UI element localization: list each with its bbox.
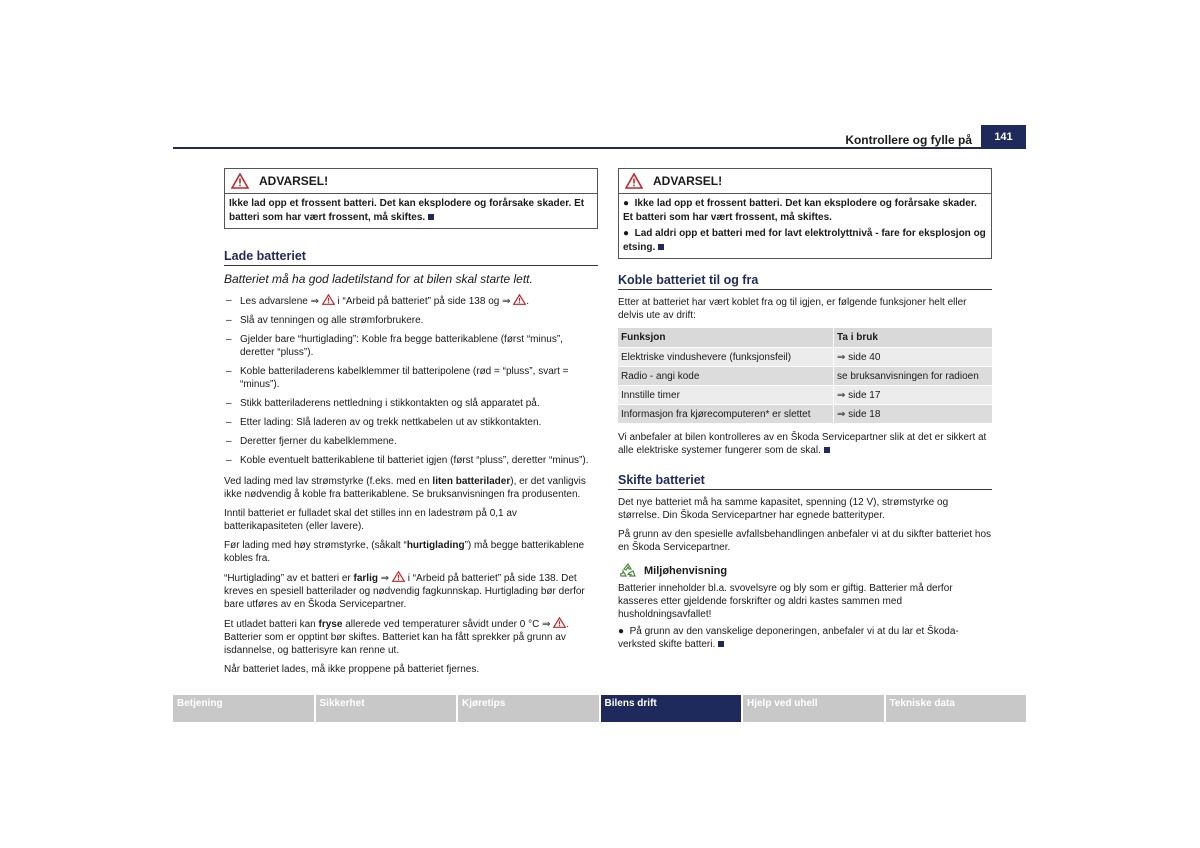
tab-sikkerhet[interactable]: Sikkerhet bbox=[316, 695, 457, 722]
warning-triangle-icon bbox=[553, 617, 566, 628]
step-text: Etter lading: Slå laderen av og trekk nettkabelen ut av stikkontakten. bbox=[240, 417, 542, 428]
recycling-icon bbox=[618, 562, 638, 580]
warning-text-content: Ikke lad opp et frossent batteri. Det kan eksplodere og forårsake skader. Et batteri som har vært frossent, må skiftes. bbox=[229, 198, 585, 223]
paragraph: Inntil batteriet er fulladet skal det stilles inn en ladestrøm på 0,1 av batterikapasiteten (eller lavere). bbox=[224, 508, 517, 532]
warning-triangle-icon bbox=[322, 294, 335, 305]
end-square-icon bbox=[718, 641, 724, 647]
paragraph: Det nye batteriet må ha samme kapasitet, spenning (12 V), strømstyrke og størrelse. Din Škoda Servicepartner har egnede batterityper. bbox=[618, 497, 949, 521]
warning-triangle-icon bbox=[392, 571, 405, 582]
function-table bbox=[618, 328, 992, 424]
list-item: – Koble batteriladerens kabelklemmer til batteripolene (rød = “pluss”, svart = “minus”). bbox=[226, 366, 569, 390]
list-item: – Deretter fjerner du kabelklemmene. bbox=[226, 436, 397, 447]
paragraph: ● På grunn av den vanskelige deponeringen, anbefaler vi at du lar et Škoda-verksted skifte batteri. bbox=[618, 626, 959, 650]
warning-triangle-icon bbox=[231, 173, 249, 189]
left-column bbox=[224, 168, 598, 682]
paragraph: Et utladet batteri kan fryse allerede ved temperaturer såvidt under 0 °C ⇒ . Batterier som er opptint bør skiftes. Batteriet kan ha fått sprekker på grunn av isdannelse, og batterisyre kan renne ut. bbox=[224, 619, 570, 656]
list-item: – Slå av tenningen og alle strømforbrukere. bbox=[226, 315, 424, 326]
table-cell: Radio - angi kode bbox=[618, 367, 834, 386]
paragraph: Før lading med høy strømstyrke, (såkalt “hurtiglading”) må begge batterikablene kobles fra. bbox=[224, 540, 585, 564]
step-text: i “Arbeid på batteriet” på side 138 og ⇒ bbox=[337, 296, 511, 307]
list-item: – Stikk batteriladerens nettledning i stikkontakten og slå apparatet på. bbox=[226, 398, 540, 409]
section-title: Koble batteriet til og fra bbox=[618, 273, 992, 290]
table-cell: Elektriske vindushevere (funksjonsfeil) bbox=[618, 348, 834, 367]
right-column bbox=[618, 168, 992, 657]
end-square-icon bbox=[824, 447, 830, 453]
step-text: Koble batteriladerens kabelklemmer til batteripolene (rød = “pluss”, svart = “minus”). bbox=[240, 366, 569, 390]
warning-title: ADVARSEL! bbox=[259, 174, 329, 188]
warning-bullet: ● Lad aldri opp et batteri med for lavt elektrolyttnivå - fare for eksplosjon og etsing. bbox=[623, 228, 986, 253]
end-square-icon bbox=[658, 244, 664, 250]
tab-bilens-drift[interactable]: Bilens drift bbox=[601, 695, 742, 722]
list-item: – Les advarslene ⇒ i “Arbeid på batteriet” på side 138 og ⇒ . bbox=[226, 295, 530, 307]
step-text: Koble eventuelt batterikablene til batteriet igjen (først “pluss”, deretter “minus”). bbox=[240, 455, 589, 466]
section-header-title: Kontrollere og fylle på bbox=[845, 133, 972, 147]
table-header: Funksjon bbox=[618, 328, 834, 348]
warning-text bbox=[225, 194, 597, 228]
list-item: – Gjelder bare “hurtiglading”: Koble fra begge batterikablene (først “minus”, deretter “pluss”). bbox=[226, 334, 563, 358]
step-text: Les advarslene ⇒ bbox=[240, 296, 319, 307]
step-list bbox=[224, 294, 598, 467]
table-row bbox=[618, 367, 992, 386]
warning-title: ADVARSEL! bbox=[653, 174, 723, 188]
table-cell: Innstille timer bbox=[618, 386, 834, 405]
table-row bbox=[618, 386, 992, 405]
tab-betjening[interactable]: Betjening bbox=[173, 695, 314, 722]
warning-triangle-icon bbox=[625, 173, 643, 189]
warning-box bbox=[224, 168, 598, 229]
table-header: Ta i bruk bbox=[834, 328, 993, 348]
tab-hjelp-ved-uhell[interactable]: Hjelp ved uhell bbox=[743, 695, 884, 722]
lead-text: Batteriet må ha god ladetilstand for at bilen skal starte lett. bbox=[224, 272, 533, 286]
header-rule bbox=[173, 147, 1026, 149]
warning-header bbox=[619, 169, 991, 194]
paragraph: Vi anbefaler at bilen kontrolleres av en Škoda Servicepartner slik at det er sikkert at alle elektriske systemer fungerer som de skal. bbox=[618, 432, 987, 456]
table-row bbox=[618, 348, 992, 367]
warning-box bbox=[618, 168, 992, 259]
paragraph: Batterier inneholder bl.a. svovelsyre og bly som er giftig. Batterier må derfor kasseres etter gjeldende forskrifter og aldri kastes sammen med husholdningsavfallet! bbox=[618, 583, 953, 620]
table-cell: Informasjon fra kjørecomputeren* er slettet bbox=[618, 405, 834, 424]
warning-text bbox=[619, 194, 991, 258]
step-text: Deretter fjerner du kabelklemmene. bbox=[240, 436, 397, 447]
section-title: Skifte batteriet bbox=[618, 473, 992, 490]
warning-triangle-icon bbox=[513, 294, 526, 305]
tab-kjoretips[interactable]: Kjøretips bbox=[458, 695, 599, 722]
environment-note-title: Miljøhenvisning bbox=[644, 565, 728, 577]
environment-note-header bbox=[618, 562, 992, 580]
table-cell: ⇒ side 40 bbox=[834, 348, 993, 367]
step-text: Slå av tenningen og alle strømforbrukere. bbox=[240, 315, 424, 326]
paragraph: På grunn av den spesielle avfallsbehandlingen anbefaler vi at du sikfter batteriet hos en Škoda Servicepartner. bbox=[618, 529, 992, 553]
tab-tekniske-data[interactable]: Tekniske data bbox=[886, 695, 1027, 722]
chapter-tabs bbox=[173, 695, 1026, 722]
list-item: – Koble eventuelt batterikablene til batteriet igjen (først “pluss”, deretter “minus”). bbox=[226, 455, 589, 466]
table-cell: ⇒ side 18 bbox=[834, 405, 993, 424]
warning-header bbox=[225, 169, 597, 194]
table-header-row bbox=[618, 328, 992, 348]
step-text: . bbox=[526, 296, 530, 307]
step-text: Stikk batteriladerens nettledning i stikkontakten og slå apparatet på. bbox=[240, 398, 540, 409]
step-text: Gjelder bare “hurtiglading”: Koble fra begge batterikablene (først “minus”, deretter “pluss”). bbox=[240, 334, 563, 358]
table-cell: se bruksanvisningen for radioen bbox=[834, 367, 993, 386]
page-number: 141 bbox=[981, 125, 1026, 148]
table-row bbox=[618, 405, 992, 424]
warning-bullet: ● Ikke lad opp et frossent batteri. Det kan eksplodere og forårsake skader. Et batteri som har vært frossent, må skiftes. bbox=[623, 198, 977, 223]
end-square-icon bbox=[428, 214, 434, 220]
paragraph: “Hurtiglading” av et batteri er farlig ⇒ i “Arbeid på batteriet” på side 138. Det kreves en spesiell batterilader og nødvendig fagkunnskap. Hurtiglading bør derfor bare utføres av en Škoda Servicepartner. bbox=[224, 573, 585, 610]
paragraph: Etter at batteriet har vært koblet fra og til igjen, er følgende funksjoner helt eller delvis ute av drift: bbox=[618, 297, 967, 321]
paragraph: Ved lading med lav strømstyrke (f.eks. med en liten batterilader), er det vanligvis ikke nødvendig å koble fra batterikablene. Se bruksanvisningen fra produsenten. bbox=[224, 476, 586, 500]
list-item: – Etter lading: Slå laderen av og trekk nettkabelen ut av stikkontakten. bbox=[226, 417, 542, 428]
table-cell: ⇒ side 17 bbox=[834, 386, 993, 405]
section-title: Lade batteriet bbox=[224, 249, 598, 266]
paragraph: Når batteriet lades, må ikke proppene på batteriet fjernes. bbox=[224, 664, 480, 675]
